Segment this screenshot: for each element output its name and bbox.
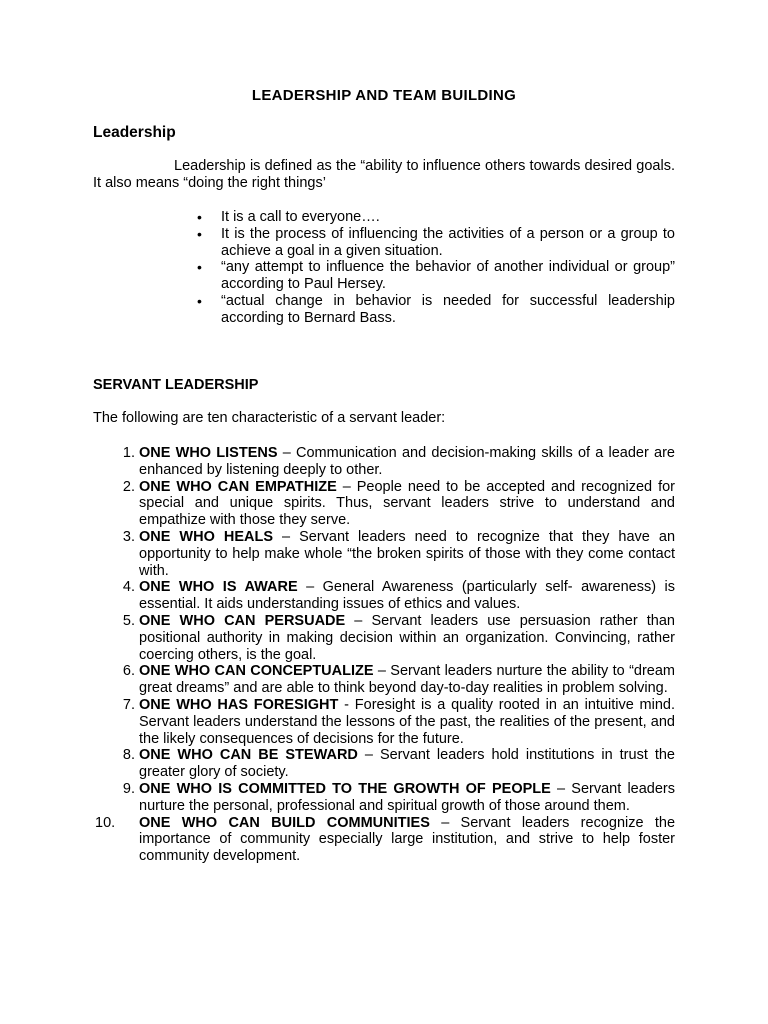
list-number: 1.: [122, 445, 135, 461]
characteristic-heading: ONE WHO CAN BE STEWARD: [139, 747, 358, 764]
characteristic-heading: ONE WHO IS COMMITTED TO THE GROWTH OF PEOPLE: [139, 780, 551, 797]
bullet-icon: •: [197, 259, 202, 276]
bullet-text: “any attempt to influence the behavior of another individual or group” according to Paul Hersey.: [221, 259, 675, 293]
bullet-item: [197, 259, 675, 293]
list-number: 7.: [122, 696, 135, 713]
bullet-text: “actual change in behavior is needed for successful leadership according to Bernard Bass.: [221, 292, 675, 326]
characteristic-text: – Servant leaders use persuasion rather than positional authority in making decision within an organization. Convincing, rather coercing others, is the goal.: [139, 612, 675, 663]
bullet-text: It is the process of influencing the activities of a person or a group to achieve a goal in a given situation.: [221, 225, 675, 259]
characteristic-heading: ONE WHO IS AWARE: [139, 579, 298, 596]
list-item: [122, 663, 675, 697]
list-number: 5.: [122, 612, 135, 629]
characteristic-heading: ONE WHO HAS FORESIGHT: [139, 696, 339, 713]
characteristic-text: – Communication and decision-making skills of a leader are enhanced by listening deeply to other.: [139, 445, 675, 478]
bullet-icon: •: [197, 209, 202, 225]
servant-leadership-heading: SERVANT LEADERSHIP: [93, 377, 259, 393]
bullet-text: It is a call to everyone….: [221, 209, 380, 225]
bullet-icon: •: [197, 225, 202, 242]
list-item: [122, 780, 675, 815]
bullet-item: [197, 292, 675, 327]
bullet-icon: •: [197, 292, 202, 309]
characteristic-heading: ONE WHO HEALS: [139, 528, 274, 545]
list-number: 2.: [122, 478, 135, 495]
list-number: 6.: [122, 663, 135, 680]
list-number: 3.: [122, 528, 135, 545]
servant-leadership-lead: The following are ten characteristic of a servant leader:: [93, 410, 446, 426]
leadership-definition-paragraph: Leadership is defined as the “ability to influence others towards desired goals. It also means “doing the right things’: [93, 158, 675, 191]
list-item: [122, 445, 675, 479]
list-number: 10.: [95, 814, 116, 831]
characteristic-text: – Servant leaders hold institutions in trust the greater glory of society.: [139, 747, 675, 781]
list-number: 8.: [122, 747, 135, 764]
list-number: 4.: [122, 579, 135, 596]
list-item: [122, 612, 675, 663]
servant-characteristics-list: [95, 445, 676, 865]
characteristic-text: – Servant leaders need to recognize that they have an opportunity to help make whole “the broken spirits of those with they come contact with.: [139, 528, 676, 579]
characteristic-heading: ONE WHO CAN BUILD COMMUNITIES: [139, 814, 430, 831]
characteristic-text: – Servant leaders recognize the importance of community especially large institution, and strive to help foster community development.: [139, 814, 676, 865]
list-item: [122, 579, 676, 613]
characteristic-heading: ONE WHO LISTENS: [139, 445, 278, 461]
list-item: [122, 478, 675, 529]
characteristic-heading: ONE WHO CAN PERSUADE: [139, 612, 346, 629]
document-title: LEADERSHIP AND TEAM BUILDING: [251, 87, 517, 104]
leadership-bullet-list: [197, 209, 675, 327]
list-item: [122, 696, 675, 747]
characteristic-text: – Servant leaders nurture the personal, professional and spiritual growth of those around them.: [139, 780, 675, 814]
bullet-item: [197, 209, 675, 226]
list-item: [95, 814, 676, 865]
list-number: 9.: [122, 780, 135, 797]
bullet-item: [197, 225, 675, 260]
characteristic-heading: ONE WHO CAN EMPATHIZE: [139, 478, 337, 495]
characteristic-heading: ONE WHO CAN CONCEPTUALIZE: [139, 663, 374, 680]
characteristic-text: – General Awareness (particularly self- awareness) is essential. It aids understanding issues of ethics and values.: [139, 579, 676, 613]
leadership-heading: Leadership: [93, 124, 176, 141]
list-item: [122, 747, 675, 781]
characteristic-text: – Servant leaders nurture the ability to “dream great dreams” and are able to think beyond day-to-day realities in problem solving.: [139, 663, 675, 697]
list-item: [122, 528, 676, 579]
characteristic-text: - Foresight is a quality rooted in an intuitive mind. Servant leaders understand the lessons of the past, the realities of the present, and the likely consequences of decisions for the future.: [139, 696, 675, 747]
characteristic-text: – People need to be accepted and recognized for special and unique spirits. Thus, servant leaders strive to understand and empathize with those they serve.: [139, 478, 675, 529]
